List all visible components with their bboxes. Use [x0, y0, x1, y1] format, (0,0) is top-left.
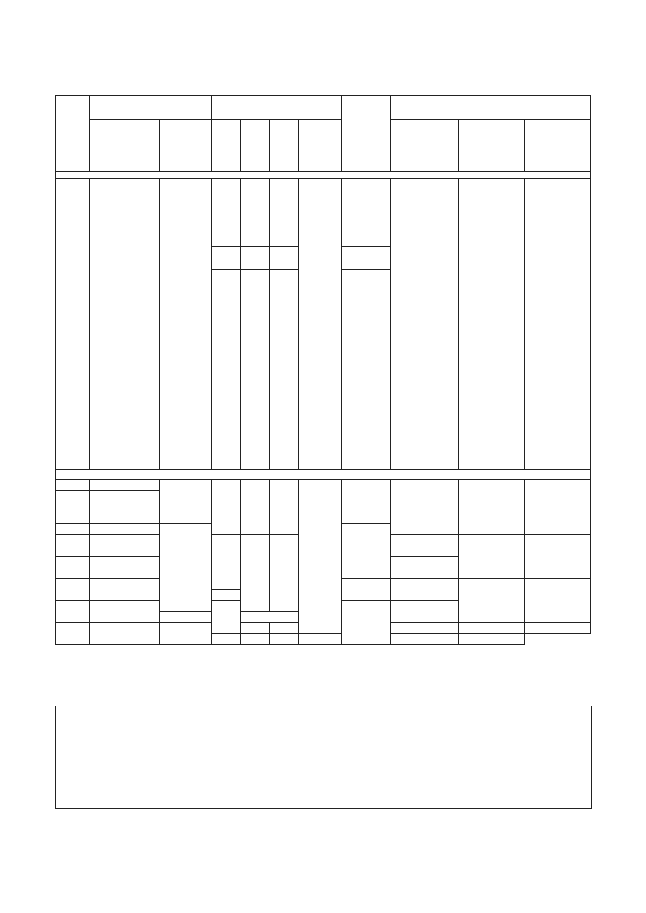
oil-rB-I	[212, 535, 241, 590]
oil-rC-empty-3	[270, 634, 299, 645]
oil-e6-II	[459, 623, 525, 634]
oil-row-tolerance	[299, 480, 342, 634]
header-min-elasticity	[391, 96, 591, 120]
table-header-row-2	[56, 120, 591, 172]
oil-rB-spacer	[241, 535, 270, 557]
c-g3-row-III	[270, 270, 299, 470]
header-tolerance	[160, 120, 212, 172]
table-notes	[55, 706, 592, 809]
oil-s105	[90, 579, 160, 601]
compression-tolerance	[160, 179, 212, 470]
oil-d78	[56, 502, 90, 513]
oil-e7-I	[299, 634, 342, 645]
oil-rC-empty-1	[212, 634, 241, 645]
header-thermal-gap	[342, 96, 391, 172]
oil-tolerance-b	[160, 524, 212, 612]
oil-r72	[56, 480, 591, 491]
c-g1-row-III	[270, 179, 299, 247]
oil-e1-III	[525, 480, 591, 535]
c-gap-1	[342, 179, 391, 247]
compression-elasticity-III	[525, 179, 591, 470]
header-elasticity-I	[391, 120, 459, 172]
oil-d140	[56, 634, 90, 645]
oil-gap-2	[342, 524, 391, 579]
oil-s92	[90, 557, 160, 568]
header-nominal-size	[90, 120, 160, 172]
oil-gap-3	[342, 579, 391, 601]
header-row-tolerance	[299, 120, 342, 172]
oil-e6-I	[391, 623, 459, 634]
header-elasticity-III	[525, 120, 591, 172]
oil-s82	[90, 524, 160, 535]
oil-e4-I	[391, 579, 459, 601]
oil-d110	[56, 590, 90, 601]
oil-d105	[56, 579, 90, 590]
oil-s120	[90, 601, 160, 623]
oil-s100	[90, 568, 160, 579]
c-gap-2	[342, 247, 391, 270]
c-g1-row-II	[241, 179, 270, 247]
header-row-I	[212, 120, 241, 172]
oil-rB-spacer-2	[270, 535, 299, 557]
oil-d79	[56, 513, 90, 524]
header-row-III	[270, 120, 299, 172]
compression-elasticity-I	[391, 179, 459, 470]
compression-group-1	[56, 179, 591, 247]
compression-diameters	[56, 179, 90, 470]
oil-s72	[90, 480, 160, 491]
oil-d85	[56, 535, 90, 546]
oil-rA-I	[212, 480, 241, 535]
oil-tol-empty	[160, 623, 212, 645]
oil-d92	[56, 557, 90, 568]
oil-rA-II	[241, 480, 270, 535]
oil-e7-III	[459, 634, 525, 645]
spec-table-container	[55, 95, 590, 645]
oil-d125	[56, 612, 90, 623]
c-g1-row-I	[212, 179, 241, 247]
oil-e23-II	[459, 535, 525, 579]
oil-d88	[56, 546, 90, 557]
compression-row-tolerance	[299, 179, 342, 470]
oil-gap-4	[342, 601, 391, 645]
c-g2-row-II	[241, 247, 270, 270]
oil-d120	[56, 601, 90, 612]
section-compression-title	[56, 172, 591, 179]
oil-e7-II	[391, 634, 459, 645]
oil-d72	[56, 480, 90, 491]
oil-tolerance-a	[160, 480, 212, 524]
oil-rC-II	[241, 623, 270, 634]
oil-rC-empty-2	[241, 634, 270, 645]
compression-elasticity-II	[459, 179, 525, 470]
c-g3-row-II	[241, 270, 270, 470]
oil-s85	[90, 535, 160, 557]
c-g2-row-I	[212, 247, 241, 270]
c-g2-row-III	[270, 247, 299, 270]
oil-e5-I	[391, 601, 459, 623]
oil-e6-III	[525, 623, 591, 634]
spec-table	[55, 95, 591, 645]
section-oil-title	[56, 470, 591, 480]
header-elasticity-II	[459, 120, 525, 172]
oil-rC-III	[270, 623, 299, 634]
table-header-row-1	[56, 96, 591, 120]
oil-s76	[90, 491, 160, 524]
oil-rB-II	[241, 557, 270, 612]
header-row-II	[241, 120, 270, 172]
c-gap-3	[342, 270, 391, 470]
section-oil-row	[56, 470, 591, 480]
oil-s130	[90, 623, 160, 645]
oil-d130	[56, 623, 90, 634]
oil-e23-III	[525, 535, 591, 579]
header-radial-thickness	[90, 96, 212, 120]
compression-sizes	[90, 179, 160, 470]
oil-e45-III	[525, 579, 591, 623]
oil-e2-I	[391, 535, 459, 557]
oil-d100	[56, 568, 90, 579]
header-nominal-diameter	[56, 96, 90, 172]
c-g3-row-I	[212, 270, 241, 470]
oil-rB-III	[270, 557, 299, 612]
oil-d82	[56, 524, 90, 535]
oil-e3-I	[391, 557, 459, 579]
header-row-height	[212, 96, 342, 120]
oil-e1-I	[391, 480, 459, 535]
oil-d76	[56, 491, 90, 502]
oil-rA-III	[270, 480, 299, 535]
section-compression-row	[56, 172, 591, 179]
oil-rC-I	[212, 601, 241, 634]
oil-e45-II	[459, 579, 525, 623]
oil-gap-1	[342, 480, 391, 524]
oil-e1-II	[459, 480, 525, 535]
